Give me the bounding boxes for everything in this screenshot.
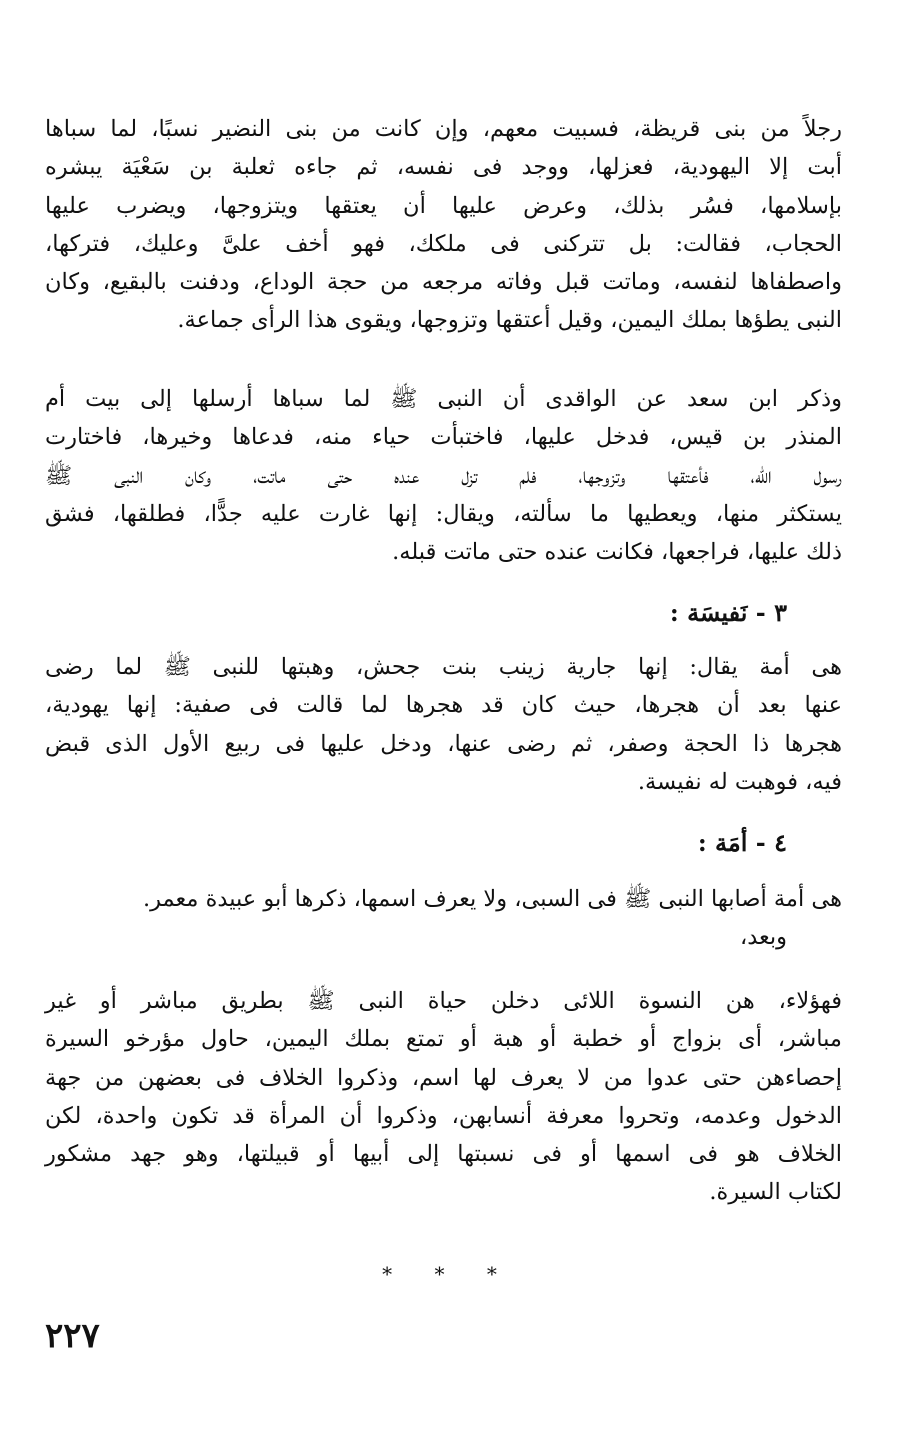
text-line: وبعد، [739,924,787,951]
text-line: الخلاف هو فى اسمها أو فى نسبتها إلى أبيها أو قبيلتها، وهو جهد مشكور [45,1141,842,1168]
paragraph-2 [45,380,842,571]
text-line: عنها بعد أن هجرها، حيث كان قد هجرها لما قالت فى صفية: إنها يهودية، [45,692,842,719]
text-line: النبى يطؤها بملك اليمين، وقيل أعتقها وتزوجها، ويقوى هذا الرأى جماعة. [177,307,842,334]
text-line: رسول الله، فأعتقها وتزوجها، فلم تزل عنده حتى ماتت، وكان النبى ﷺ [45,462,842,489]
text-line: هجرها ذا الحجة وصفر، ثم رضى عنها، ودخل عليها فى ربيع الأول الذى قبض [45,730,842,757]
text-line: الدخول وعدمه، وتحروا معرفة أنسابهن، وذكروا أن المرأة قد تكون واحدة، لكن [45,1102,842,1129]
paragraph-4 [45,880,842,957]
section-heading-nafisa: ٣ - نَفيسَة : [669,598,787,627]
text-line: بإسلامها، فسُر بذلك، وعرض عليها أن يعتقها ويتزوجها، ويضرب عليها [45,192,842,219]
text-line: أبت إلا اليهودية، فعزلها، ووجد فى نفسه، ثم جاءه ثعلبة بن سَعْيَة يبشره [45,154,842,181]
text-line: يستكثر منها، ويعطيها ما سألته، ويقال: إنها غارت عليه جدًّا، فطلقها، فشق [45,500,842,527]
text-line: لكتاب السيرة. [709,1179,842,1206]
text-line: هى أمة يقال: إنها جارية زينب بنت جحش، وهبتها للنبى ﷺ لما رضى [45,654,842,680]
text-line: فيه، فوهبت له نفيسة. [637,768,842,795]
text-line: وذكر ابن سعد عن الواقدى أن النبى ﷺ لما سباها أرسلها إلى بيت أم [45,386,842,412]
paragraph-1 [45,110,842,340]
text-line: الحجاب، فقالت: بل تتركنى فى ملكك، فهو أخف علىَّ وعليك، فتركها، [45,230,842,257]
section-separator: * * * [382,1262,515,1286]
text-line: مباشر، أى بزواج أو خطبة أو هبة أو تمتع بملك اليمين، حاول مؤرخو السيرة [45,1026,842,1053]
text-line: فهؤلاء، هن النسوة اللائى دخلن حياة النبى ﷺ بطريق مباشر أو غير [45,988,842,1014]
page-number: ٢٢٧ [45,1316,100,1356]
text-line: ذلك عليها، فراجعها، فكانت عنده حتى ماتت قبله. [392,539,842,566]
paragraph-5 [45,982,842,1212]
text-line: إحصاءهن حتى عدوا من لا يعرف لها اسم، وذكروا الخلاف فى بعضهن من جهة [45,1064,842,1091]
paragraph-3 [45,648,842,801]
section-heading-ama: ٤ - أمَة : [697,828,787,857]
text-line: هى أمة أصابها النبى ﷺ فى السبى، ولا يعرف اسمها، ذكرها أبو عبيدة معمر. [142,886,842,912]
text-line: واصطفاها لنفسه، وماتت قبل وفاته مرجعه من حجة الوداع، ودفنت بالبقيع، وكان [45,269,842,296]
text-line: المنذر بن قيس، فدخل عليها، فاختبأت حياء منه، فدعاها وخيرها، فاختارت [45,424,842,451]
text-line: رجلاً من بنى قريظة، فسبيت معهم، وإن كانت من بنى النضير نسبًا، لما سباها [45,116,842,142]
